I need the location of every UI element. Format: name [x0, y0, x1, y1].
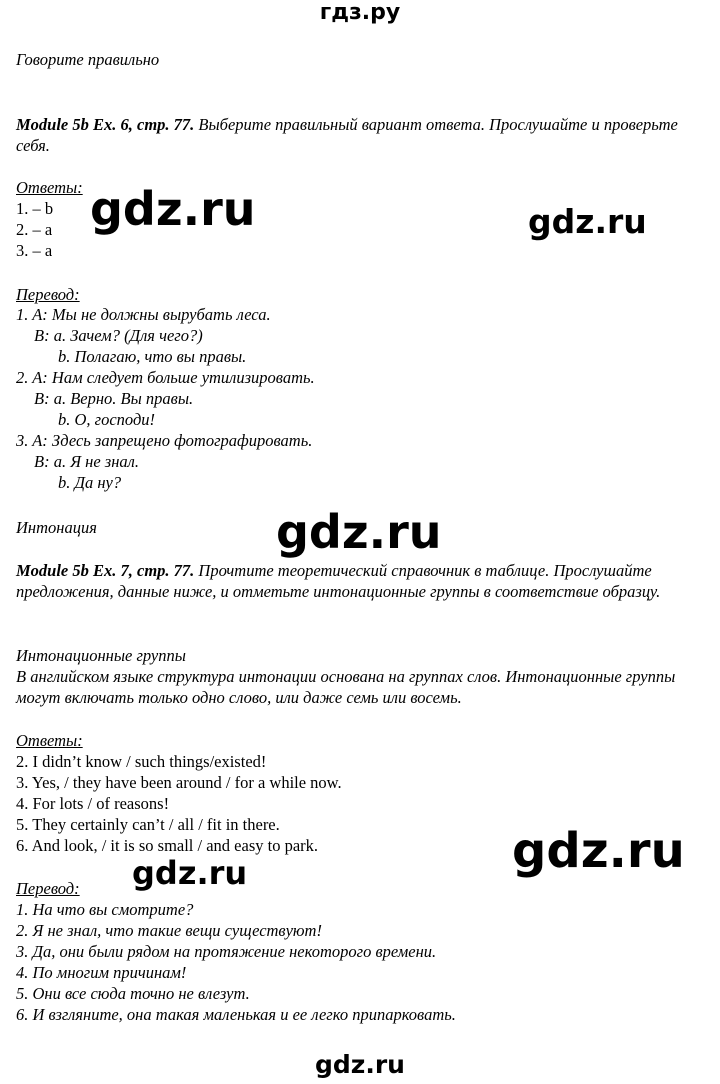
translation-line: 1. На что вы смотрите?: [16, 900, 194, 919]
task-description-ex6: [16, 114, 696, 156]
section-title-speak-correctly: Говорите правильно: [16, 50, 160, 69]
answer-line: 6. And look, / it is so small / and easy to park.: [16, 836, 319, 855]
translation-line: 4. По многим причинам!: [16, 963, 187, 982]
watermark-logo: gdz.ru: [132, 854, 248, 892]
translation-line: 3. Да, они были рядом на протяжение некоторого времени.: [16, 942, 437, 961]
translation-label: Перевод:: [16, 285, 80, 304]
translation-line: B: a. Я не знал.: [34, 452, 139, 471]
translation-line: 6. И взгляните, она такая маленькая и ее легко припарковать.: [16, 1005, 456, 1024]
answer-line: 3. Yes, / they have been around / for a while now.: [16, 773, 342, 792]
answers-label: Ответы:: [16, 731, 83, 750]
task-reference: Module 5b Ex. 7, стр. 77.: [16, 561, 195, 580]
intonation-groups-text: В английском языке структура интонации основана на группах слов. Интонационные группы могут включать только одно слово, или даже семь или восемь.: [16, 667, 676, 707]
translation-line: B: a. Верно. Вы правы.: [34, 389, 194, 408]
task-instruction: Прочтите теоретический справочник в таблице. Прослушайте предложения, данные ниже, и отметьте интонационные группы в соответствие образцу.: [16, 561, 661, 601]
translation-line: 2. A: Нам следует больше утилизировать.: [16, 368, 315, 387]
task-reference: Module 5b Ex. 6, стр. 77.: [16, 115, 195, 134]
translation-line: 5. Они все сюда точно не влезут.: [16, 984, 250, 1003]
translation-line: 1. A: Мы не должны вырубать леса.: [16, 305, 271, 324]
answer-line: 1. – b: [16, 199, 54, 218]
translation-line: 2. Я не знал, что такие вещи существуют!: [16, 921, 322, 940]
answer-line: 3. – a: [16, 241, 53, 260]
translation-line: b. О, господи!: [58, 410, 156, 429]
watermark-logo: gdz.ru: [512, 823, 685, 879]
answer-line: 2. – a: [16, 220, 53, 239]
task-instruction: Выберите правильный вариант ответа. Прослушайте и проверьте себя.: [16, 115, 678, 155]
translation-line: b. Полагаю, что вы правы.: [58, 347, 247, 366]
intonation-groups-title: Интонационные группы: [16, 646, 186, 665]
site-header-logo: гдз.ру: [319, 0, 401, 25]
translation-line: B: a. Зачем? (Для чего?): [34, 326, 203, 345]
answers-label: Ответы:: [16, 178, 83, 197]
section-title-intonation: Интонация: [16, 518, 97, 537]
answer-line: 5. They certainly can’t / all / fit in there.: [16, 815, 280, 834]
answer-line: 4. For lots / of reasons!: [16, 794, 170, 813]
translation-line: 3. A: Здесь запрещено фотографировать.: [16, 431, 313, 450]
watermark-logo: gdz.ru: [90, 182, 256, 236]
translation-label: Перевод:: [16, 879, 80, 898]
translation-line: b. Да ну?: [58, 473, 122, 492]
watermark-logo: gdz.ru: [528, 202, 647, 241]
task-description-ex7: [16, 560, 696, 602]
answer-line: 2. I didn’t know / such things/existed!: [16, 752, 267, 771]
watermark-logo: gdz.ru: [276, 505, 442, 559]
watermark-logo: gdz.ru: [315, 1050, 405, 1079]
